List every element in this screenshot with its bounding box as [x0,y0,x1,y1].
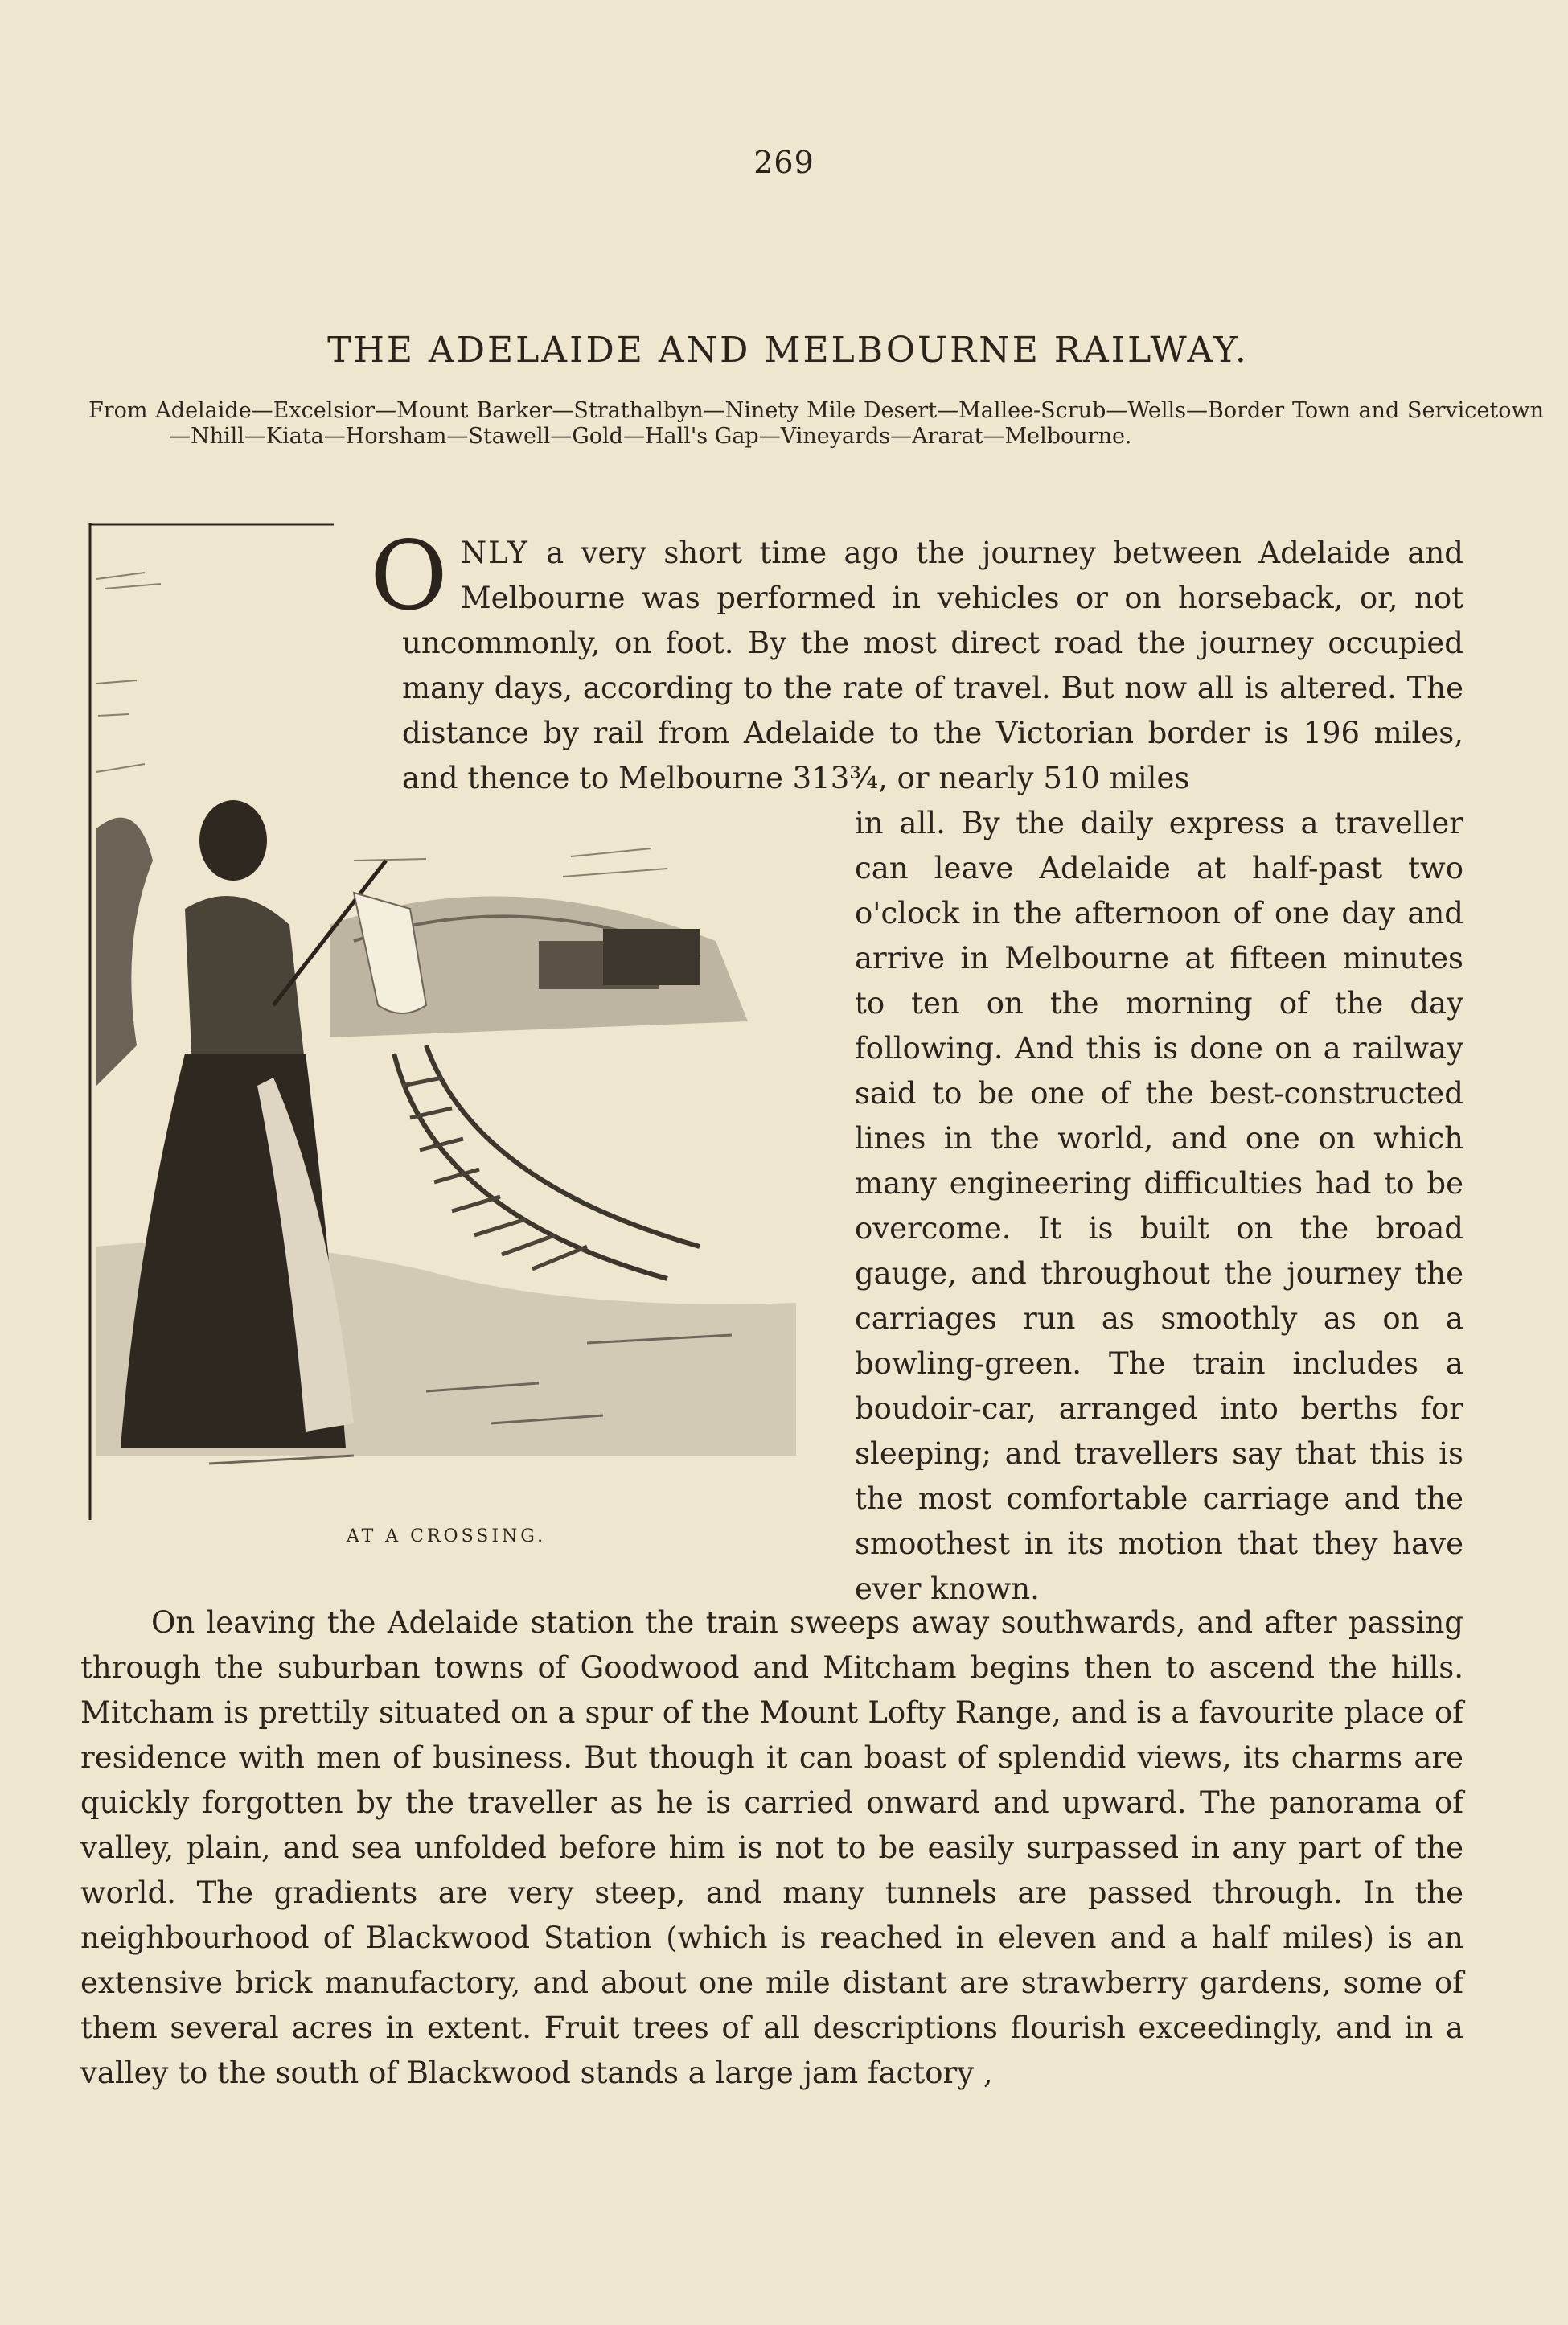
drop-cap: O [370,520,448,631]
page-number: 269 [753,145,815,180]
figure-caption: AT A CROSSING. [346,1526,547,1547]
opening-paragraph-column: in all. By the daily express a traveller can leave Adelaide at half-past two o'clock in the afternoon of one day and arrive in Melbourne at fifteen minutes to ten on the morning of the day following. And this is done on a railway said to be one of the best-constructed lines in the world, and one on which many engineering difficulties had to be overcome. It is built on the broad gauge, and throughout the journey the carriages run as smoothly as on a bowling-green. The train includes a boudoir-car, arranged into berths for sleeping; and travellers say that this is the most comfortable carriage and the smoothest in its motion that they have ever known. [855,806,1463,1606]
route-summary: From Adelaide—Excelsior—Mount Barker—Strathalbyn—Ninety Mile Desert—Mallee-Scrub—Wells—Border Town and Servicetown—Nhill—Kiata—Horsham—Stawell—Gold—Hall's Gap—Vineyards—Ararat—Melbourne. [88,398,1544,449]
lead-smallcaps: NLY [460,536,529,570]
opening-text: a very short time ago the journey between Adelaide and Melbourne was performed in vehicles or on horseback, or, not uncommonly, on foot. By the most direct road the journey occupied many days, according to the rate of travel. But now all is altered. The distance by rail from Adelaide to the Victorian border is 196 miles, and thence to Melbourne 313¾, or nearly 510 miles [402,536,1463,795]
woman-head [199,800,267,881]
rail-outer [426,1045,700,1247]
second-paragraph: On leaving the Adelaide station the train sweeps away southwards, and after passing through the suburban towns of Goodwood and Mitcham begins then to ascend the hills. Mitcham is prettily situated on a spur of the Mount Lofty Range, and is a favourite place of residence with men of business. But though it can boast of splendid views, its charms are quickly forgotten by the traveller as he is carried onward and upward. The panorama of valley, plain, and sea unfolded before him is not to be easily surpassed in any part of the world. The gradients are very steep, and many tunnels are passed through. In the neighbourhood of Blackwood Station (which is reached in eleven and a half miles) is an extensive brick manufactory, and about one mile distant are strawberry gardens, some of them several acres in extent. Fruit trees of all descriptions flourish exceedingly, and in a valley to the south of Blackwood stands a large jam factory , [80,1605,1463,2090]
opening-paragraph-top [370,520,1463,801]
chapter-title: THE ADELAIDE AND MELBOURNE RAILWAY. [327,330,1249,371]
train-engine [603,929,700,985]
foliage [96,818,153,1086]
